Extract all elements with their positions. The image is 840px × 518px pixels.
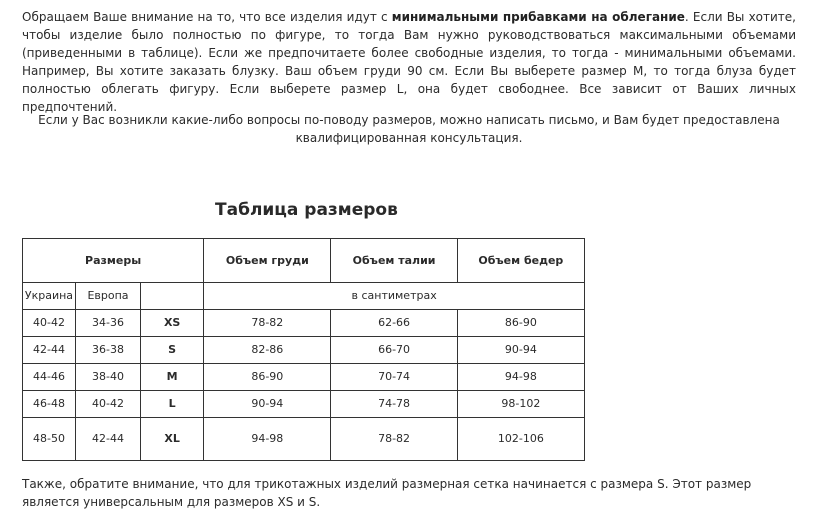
table-subheader-row [23,283,585,310]
cell-waist: 70-74 [331,364,457,391]
header-waist: Объем талии [331,239,457,283]
table-row [23,310,585,337]
cell-hips: 102-106 [457,418,584,461]
cell-chest: 86-90 [204,364,331,391]
cell-chest: 94-98 [204,418,331,461]
subheader-ukraine: Украина [23,283,76,310]
header-hips: Объем бедер [457,239,584,283]
cell-waist: 74-78 [331,391,457,418]
cell-ukraine: 42-44 [23,337,76,364]
subheader-europe: Европа [75,283,140,310]
cell-letter: XS [141,310,204,337]
table-row [23,364,585,391]
cell-hips: 90-94 [457,337,584,364]
table-title: Таблица размеров [215,200,398,220]
cell-chest: 78-82 [204,310,331,337]
cell-waist: 62-66 [331,310,457,337]
intro-text-bold: минимальными прибавками на облегание [391,10,685,24]
subheader-units: в сантиметрах [204,283,585,310]
table-header-row [23,239,585,283]
cell-chest: 82-86 [204,337,331,364]
cell-hips: 86-90 [457,310,584,337]
subheader-empty [141,283,204,310]
cell-europe: 36-38 [75,337,140,364]
table-row [23,418,585,461]
cell-ukraine: 48-50 [23,418,76,461]
cell-europe: 38-40 [75,364,140,391]
cell-hips: 94-98 [457,364,584,391]
table-row [23,337,585,364]
table-row [23,391,585,418]
cell-ukraine: 46-48 [23,391,76,418]
cell-letter: XL [141,418,204,461]
header-chest: Объем груди [204,239,331,283]
cell-ukraine: 44-46 [23,364,76,391]
questions-paragraph: Если у Вас возникли какие-либо вопросы по-поводу размеров, можно написать письмо, и Вам будет предоставлена квалифицированная консультация. [38,113,780,145]
cell-europe: 42-44 [75,418,140,461]
size-table [22,238,585,461]
cell-chest: 90-94 [204,391,331,418]
cell-europe: 40-42 [75,391,140,418]
intro-text-start: Обращаем Ваше внимание на то, что все изделия идут с [22,10,392,24]
cell-letter: S [141,337,204,364]
cell-europe: 34-36 [75,310,140,337]
cell-waist: 78-82 [331,418,457,461]
cell-letter: L [141,391,204,418]
cell-waist: 66-70 [331,337,457,364]
intro-paragraph [22,8,796,116]
intro-text-end: . Если Вы хотите, чтобы изделие было полностью по фигуре, то тогда Вам нужно руководствоваться максимальными объемами (приведенными в таблице). Если же предпочитаете более свободные изделия, то тогда - минимальными объемами. Например, Вы хотите заказать блузку. Ваш объем груди 90 см. Если Вы выберете размер M, то тогда блуза будет полностью облегать фигуру. Если выберете размер L, она будет свободнее. Все зависит от Ваших личных предпочтений. [22,10,796,114]
header-sizes: Размеры [23,239,204,283]
cell-ukraine: 40-42 [23,310,76,337]
cell-letter: M [141,364,204,391]
footer-paragraph: Также, обратите внимание, что для трикотажных изделий размерная сетка начинается с размера S. Этот размер является универсальным для размеров XS и S. [22,477,752,509]
cell-hips: 98-102 [457,391,584,418]
